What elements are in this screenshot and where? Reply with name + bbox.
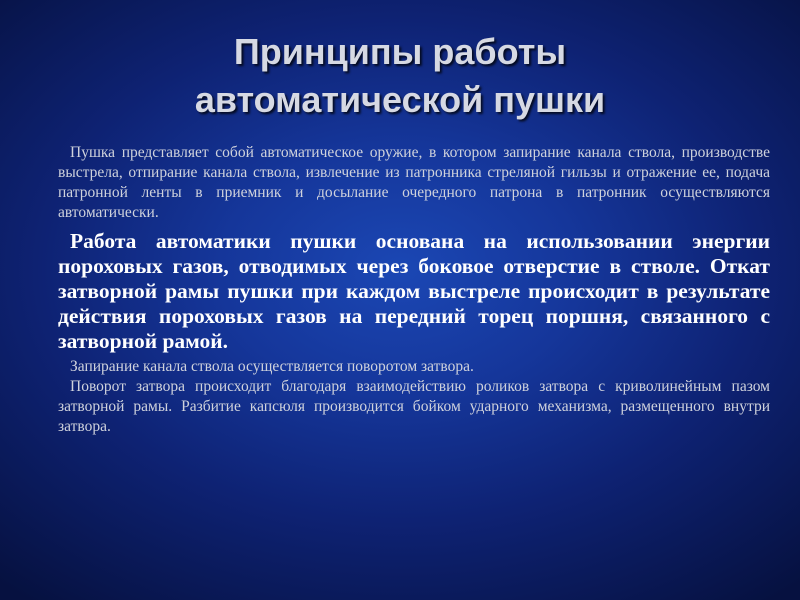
slide-title-line-1: Принципы работы [233,31,567,72]
paragraph-definition: Пушка представляет собой автоматическое оружие, в котором запирание канала ствола, производстве выстрела, отпирание канала ствола, извлечение из патронника стреляной гильзы и отражение ее, подача патронной ленты в приемник и досылание очередного патрона в патронник осуществляются автоматически. [58,144,770,221]
slide-title [0,28,800,124]
paragraph-locking: Запирание канала ствола осуществляется поворотом затвора. [70,358,474,375]
slide-title-line-2: автоматической пушки [194,79,606,120]
slide-body [58,143,770,437]
paragraph-gas-operation: Работа автоматики пушки основана на использовании энергии пороховых газов, отводимых через боковое отверстие в стволе. Откат затворной рамы пушки при каждом выстреле происходит в результате действия пороховых газов на передний торец поршня, связанного с затворной рамой. [58,229,770,353]
paragraph-bolt-rotation: Поворот затвора происходит благодаря взаимодействию роликов затвора с криволинейным пазом затворной рамы. Разбитие капсюля производится бойком ударного механизма, размещенного внутри затвора. [58,378,770,435]
